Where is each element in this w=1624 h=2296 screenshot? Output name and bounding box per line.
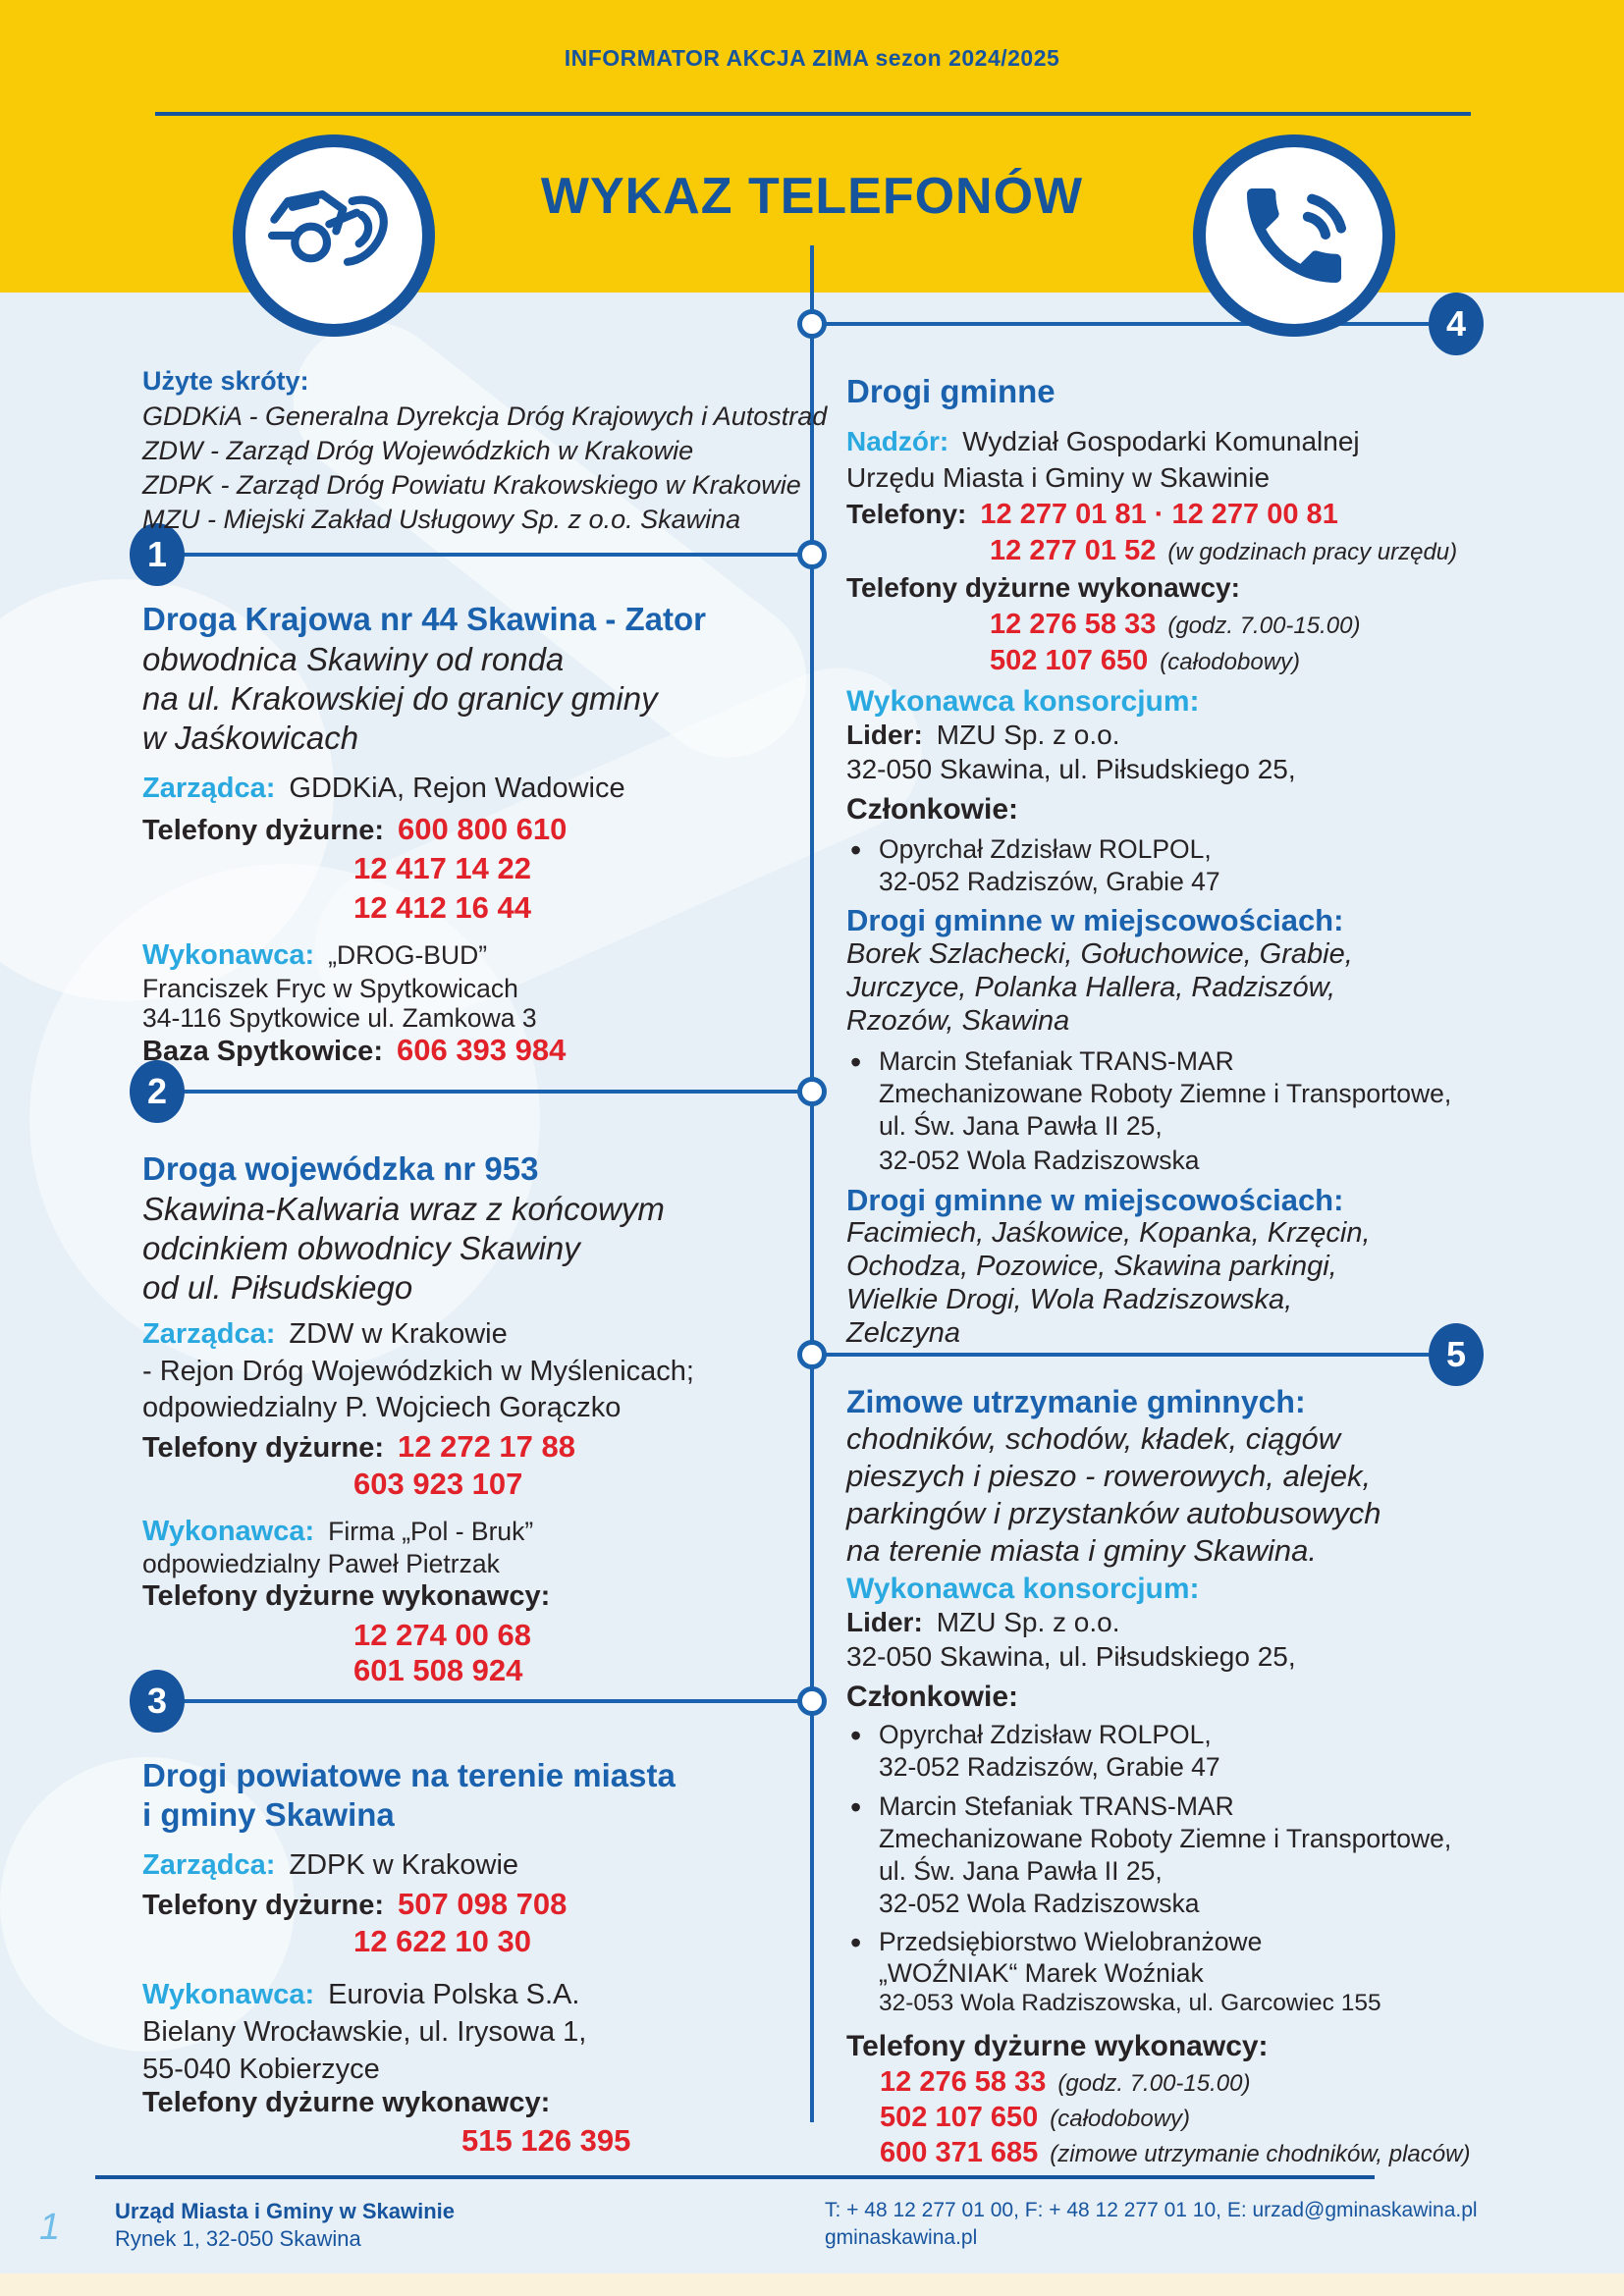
contractor-label: Wykonawca: bbox=[142, 939, 315, 971]
manager-label: Zarządca: bbox=[142, 1849, 276, 1881]
section-5-contractor-phones-label: Telefony dyżurne wykonawcy: bbox=[846, 2030, 1269, 2062]
phone-row bbox=[846, 609, 1360, 641]
phone-note: (godz. 7.00-15.00) bbox=[1057, 2070, 1251, 2097]
phone-row bbox=[846, 535, 1457, 567]
section-5-desc: chodników, schodów, kładek, ciągów bbox=[846, 1421, 1341, 1456]
contractor-value: Eurovia Polska S.A. bbox=[328, 1979, 580, 2010]
section-3-contractor-phones-label: Telefony dyżurne wykonawcy: bbox=[142, 2087, 551, 2118]
phone-number: 600 371 685 bbox=[880, 2137, 1039, 2168]
badge-number: 4 bbox=[1445, 303, 1467, 344]
abbreviation-item: GDDKiA - Generalna Dyrekcja Dróg Krajowych i Autostrad bbox=[142, 401, 828, 431]
footer-website: gminaskawina.pl bbox=[825, 2226, 978, 2249]
phone-row bbox=[846, 645, 1300, 677]
abbreviations-heading-text: Użyte skróty: bbox=[142, 366, 309, 396]
section-3-title: i gminy Skawina bbox=[142, 1796, 395, 1833]
section-4-badge bbox=[1429, 293, 1484, 355]
phone-number: 603 923 107 bbox=[353, 1467, 523, 1501]
section-1-contractor bbox=[142, 939, 487, 972]
manager-value: GDDKiA, Rejon Wadowice bbox=[289, 773, 625, 804]
contractor-address: 55-040 Kobierzyce bbox=[142, 2054, 380, 2085]
section-1-duty-phones bbox=[142, 812, 567, 847]
manager-line: odpowiedzialny P. Wojciech Gorączko bbox=[142, 1392, 622, 1423]
manager-value: ZDW w Krakowie bbox=[289, 1318, 508, 1350]
member-item-line: 32-052 Radziszów, Grabie 47 bbox=[879, 867, 1220, 896]
abbreviation-item: ZDW - Zarząd Dróg Wojewódzkich w Krakowie bbox=[142, 436, 694, 465]
contractor-label: Wykonawca: bbox=[142, 1516, 315, 1547]
badge-number: 2 bbox=[146, 1071, 168, 1111]
phone-note: (całodobowy) bbox=[1050, 2106, 1191, 2132]
phone-row bbox=[142, 851, 531, 886]
section-4-consortium-label: Wykonawca konsorcjum: bbox=[846, 685, 1200, 718]
phone-glyph bbox=[1231, 173, 1357, 298]
section-3-manager bbox=[142, 1849, 518, 1882]
connector-node-3 bbox=[797, 1686, 827, 1716]
phone-number: 12 622 10 30 bbox=[353, 1924, 532, 1958]
connector-line-3 bbox=[183, 1699, 801, 1703]
section-2-contractor-phones-label: Telefony dyżurne wykonawcy: bbox=[142, 1580, 551, 1612]
sub1-localities: Borek Szlachecki, Gołuchowice, Grabie, bbox=[846, 938, 1353, 970]
section-1-base-phone bbox=[142, 1033, 566, 1068]
bottom-edge-strip bbox=[0, 2273, 1624, 2296]
section-5-badge bbox=[1429, 1323, 1484, 1386]
phone-row bbox=[142, 2123, 630, 2159]
section-4-duty-label: Telefony dyżurne wykonawcy: bbox=[846, 572, 1240, 603]
snowplow-glyph bbox=[265, 167, 403, 304]
phone-row bbox=[142, 1618, 531, 1653]
supervision-line: Urzędu Miasta i Gminy w Skawinie bbox=[846, 462, 1271, 493]
phone-number: 600 800 610 bbox=[398, 812, 568, 846]
connector-line-5 bbox=[823, 1353, 1429, 1357]
section-5-consortium-label: Wykonawca konsorcjum: bbox=[846, 1573, 1200, 1605]
connector-node-5 bbox=[797, 1340, 827, 1369]
duty-phones-label: Telefony dyżurne: bbox=[142, 815, 384, 846]
connector-line-1 bbox=[183, 553, 801, 557]
section-1-title: Droga Krajowa nr 44 Skawina - Zator bbox=[142, 601, 706, 637]
member-item-line: 32-052 Wola Radziszowska bbox=[879, 1889, 1200, 1918]
phone-row bbox=[142, 890, 531, 926]
phone-icon bbox=[1193, 134, 1395, 337]
phone-note: (całodobowy) bbox=[1160, 649, 1301, 675]
section-3-contractor bbox=[142, 1979, 579, 2011]
phone-row bbox=[142, 1653, 522, 1688]
connector-node-2 bbox=[797, 1077, 827, 1106]
sub2-localities: Ochodza, Pozowice, Skawina parkingi, bbox=[846, 1251, 1337, 1282]
leader-value: MZU Sp. z o.o. bbox=[936, 1607, 1120, 1637]
phone-row bbox=[846, 2066, 1250, 2099]
section-2-desc: odcinkiem obwodnicy Skawiny bbox=[142, 1230, 580, 1266]
phone-number: 507 098 708 bbox=[398, 1887, 568, 1921]
section-4-phones bbox=[846, 499, 1338, 531]
contractor-address: 34-116 Spytkowice ul. Zamkowa 3 bbox=[142, 1003, 537, 1033]
section-2-desc: Skawina-Kalwaria wraz z końcowym bbox=[142, 1191, 665, 1227]
manager-label: Zarządca: bbox=[142, 773, 276, 804]
leader-address: 32-050 Skawina, ul. Piłsudskiego 25, bbox=[846, 754, 1296, 784]
contractor-address: Franciszek Fryc w Spytkowicach bbox=[142, 974, 518, 1003]
leader-value: MZU Sp. z o.o. bbox=[936, 720, 1120, 750]
badge-number: 5 bbox=[1445, 1334, 1467, 1374]
header-rule bbox=[155, 112, 1471, 116]
section-4-leader bbox=[846, 720, 1120, 751]
sub2-localities: Facimiech, Jaśkowice, Kopanka, Krzęcin, bbox=[846, 1217, 1371, 1249]
member-item: • Opyrchał Zdzisław ROLPOL, bbox=[846, 834, 1212, 864]
sub1-localities: Jurczyce, Polanka Hallera, Radziszów, bbox=[846, 972, 1336, 1003]
section-1-manager bbox=[142, 773, 625, 805]
contractor-label: Wykonawca: bbox=[142, 1979, 315, 2010]
phone-number: 12 417 14 22 bbox=[353, 851, 532, 885]
section-2-desc: od ul. Piłsudskiego bbox=[142, 1269, 413, 1306]
badge-number: 1 bbox=[146, 534, 168, 574]
phone-number: 502 107 650 bbox=[880, 2102, 1039, 2133]
contractor-value: Firma „Pol - Bruk” bbox=[328, 1517, 534, 1546]
section-4-sub2-title: Drogi gminne w miejscowościach: bbox=[846, 1183, 1344, 1217]
section-2-manager bbox=[142, 1318, 508, 1351]
member-item-line: Zmechanizowane Roboty Ziemne i Transportowe, bbox=[879, 1824, 1452, 1853]
phone-number: 12 412 16 44 bbox=[353, 890, 532, 925]
phone-row bbox=[142, 1467, 522, 1502]
member-item-line: 32-053 Wola Radziszowska, ul. Garcowiec 155 bbox=[879, 1990, 1381, 2016]
member-item: • Marcin Stefaniak TRANS-MAR bbox=[846, 1046, 1234, 1076]
section-4-title: Drogi gminne bbox=[846, 373, 1056, 409]
section-2-title: Droga wojewódzka nr 953 bbox=[142, 1150, 539, 1187]
phone-row bbox=[846, 2137, 1470, 2169]
section-4-sub1-title: Drogi gminne w miejscowościach: bbox=[846, 903, 1344, 937]
phone-note: (zimowe utrzymanie chodników, placów) bbox=[1050, 2141, 1471, 2167]
section-5-desc: parkingów i przystanków autobusowych bbox=[846, 1496, 1381, 1530]
connector-node-1 bbox=[797, 540, 827, 569]
phone-number: 12 277 01 52 bbox=[990, 535, 1157, 566]
page-title: WYKAZ TELEFONÓW bbox=[540, 168, 1084, 225]
footer-org-address: Rynek 1, 32-050 Skawina bbox=[115, 2226, 361, 2251]
leader-label: Lider: bbox=[846, 720, 923, 750]
phone-number: 515 126 395 bbox=[461, 2123, 631, 2158]
page-number: 1 bbox=[39, 2207, 61, 2248]
phone-number: 502 107 650 bbox=[990, 645, 1149, 676]
contractor-address: Bielany Wrocławskie, ul. Irysowa 1, bbox=[142, 2016, 587, 2048]
section-3-title: Drogi powiatowe na terenie miasta bbox=[142, 1757, 676, 1793]
section-4-members-label: Członkowie: bbox=[846, 793, 1019, 826]
kicker-text: INFORMATOR AKCJA ZIMA sezon 2024/2025 bbox=[564, 45, 1060, 71]
connector-node-4 bbox=[797, 309, 827, 339]
section-2-contractor bbox=[142, 1516, 533, 1548]
section-5-desc: na terenie miasta i gminy Skawina. bbox=[846, 1533, 1318, 1568]
phones-label: Telefony: bbox=[846, 499, 967, 529]
section-5-leader bbox=[846, 1607, 1120, 1638]
phone-note: (godz. 7.00-15.00) bbox=[1167, 613, 1361, 639]
phone-number: 601 508 924 bbox=[353, 1653, 523, 1687]
section-4-supervision bbox=[846, 426, 1360, 457]
section-3-duty-phones bbox=[142, 1887, 567, 1922]
duty-phones-label: Telefony dyżurne: bbox=[142, 1432, 384, 1464]
footer-rule bbox=[95, 2175, 1375, 2179]
manager-label: Zarządca: bbox=[142, 1318, 276, 1350]
footer-org-name: Urząd Miasta i Gminy w Skawinie bbox=[115, 2199, 455, 2223]
phone-number: 12 274 00 68 bbox=[353, 1618, 532, 1652]
connector-line-2 bbox=[183, 1090, 801, 1094]
abbreviation-item: ZDPK - Zarząd Dróg Powiatu Krakowskiego w Krakowie bbox=[142, 470, 801, 500]
phone-number: 606 393 984 bbox=[396, 1033, 567, 1067]
abbreviations-heading bbox=[142, 366, 309, 397]
phone-number: 12 272 17 88 bbox=[398, 1429, 576, 1464]
badge-number: 3 bbox=[146, 1681, 168, 1721]
section-2-badge bbox=[130, 1060, 185, 1123]
section-1-desc: w Jaśkowicach bbox=[142, 720, 359, 756]
contractor-address: odpowiedzialny Paweł Pietrzak bbox=[142, 1549, 500, 1578]
sub2-localities: Wielkie Drogi, Wola Radziszowska, bbox=[846, 1284, 1293, 1315]
phone-number: 12 276 58 33 bbox=[990, 609, 1157, 640]
section-5-desc: pieszych i pieszo - rowerowych, alejek, bbox=[846, 1459, 1372, 1493]
center-divider-line bbox=[810, 245, 814, 2122]
sub1-localities: Rzozów, Skawina bbox=[846, 1005, 1070, 1037]
member-item-line: 32-052 Wola Radziszowska bbox=[879, 1146, 1200, 1175]
phone-note: (w godzinach pracy urzędu) bbox=[1167, 539, 1458, 565]
section-1-desc: obwodnica Skawiny od ronda bbox=[142, 641, 565, 677]
member-item-line: Zmechanizowane Roboty Ziemne i Transportowe, bbox=[879, 1079, 1452, 1108]
member-item-line: ul. Św. Jana Pawła II 25, bbox=[879, 1111, 1163, 1141]
phone-number: 12 277 01 81 · 12 277 00 81 bbox=[980, 499, 1338, 530]
member-item: • Opyrchał Zdzisław ROLPOL, bbox=[846, 1720, 1212, 1749]
member-item-line: ul. Św. Jana Pawła II 25, bbox=[879, 1856, 1163, 1886]
duty-phones-label: Telefony dyżurne: bbox=[142, 1890, 384, 1921]
base-label: Baza Spytkowice: bbox=[142, 1036, 383, 1067]
leader-label: Lider: bbox=[846, 1607, 923, 1637]
section-5-members-label: Członkowie: bbox=[846, 1681, 1019, 1713]
sub2-localities: Zelczyna bbox=[846, 1317, 961, 1349]
section-2-duty-phones bbox=[142, 1429, 575, 1465]
phone-row bbox=[846, 2102, 1190, 2134]
phone-number: 12 276 58 33 bbox=[880, 2066, 1047, 2098]
leader-address: 32-050 Skawina, ul. Piłsudskiego 25, bbox=[846, 1641, 1296, 1672]
contractor-value: „DROG-BUD” bbox=[328, 940, 488, 970]
member-item-line: 32-052 Radziszów, Grabie 47 bbox=[879, 1752, 1220, 1782]
snowplow-icon bbox=[233, 134, 435, 337]
supervision-value: Wydział Gospodarki Komunalnej bbox=[962, 426, 1360, 456]
section-1-desc: na ul. Krakowskiej do granicy gminy bbox=[142, 680, 658, 717]
supervision-label: Nadzór: bbox=[846, 426, 949, 456]
member-item-line: „WOŹNIAK“ Marek Woźniak bbox=[879, 1958, 1204, 1988]
member-item: • Marcin Stefaniak TRANS-MAR bbox=[846, 1791, 1234, 1821]
abbreviation-item: MZU - Miejski Zakład Usługowy Sp. z o.o. Skawina bbox=[142, 505, 741, 534]
manager-line: - Rejon Dróg Wojewódzkich w Myślenicach; bbox=[142, 1356, 694, 1387]
section-5-title: Zimowe utrzymanie gminnych: bbox=[846, 1384, 1306, 1419]
footer-contact: T: + 48 12 277 01 00, F: + 48 12 277 01 10, E: urzad@gminaskawina.pl bbox=[825, 2199, 1478, 2221]
phone-row bbox=[142, 1924, 531, 1959]
manager-value: ZDPK w Krakowie bbox=[289, 1849, 519, 1881]
member-item: • Przedsiębiorstwo Wielobranżowe bbox=[846, 1927, 1262, 1956]
